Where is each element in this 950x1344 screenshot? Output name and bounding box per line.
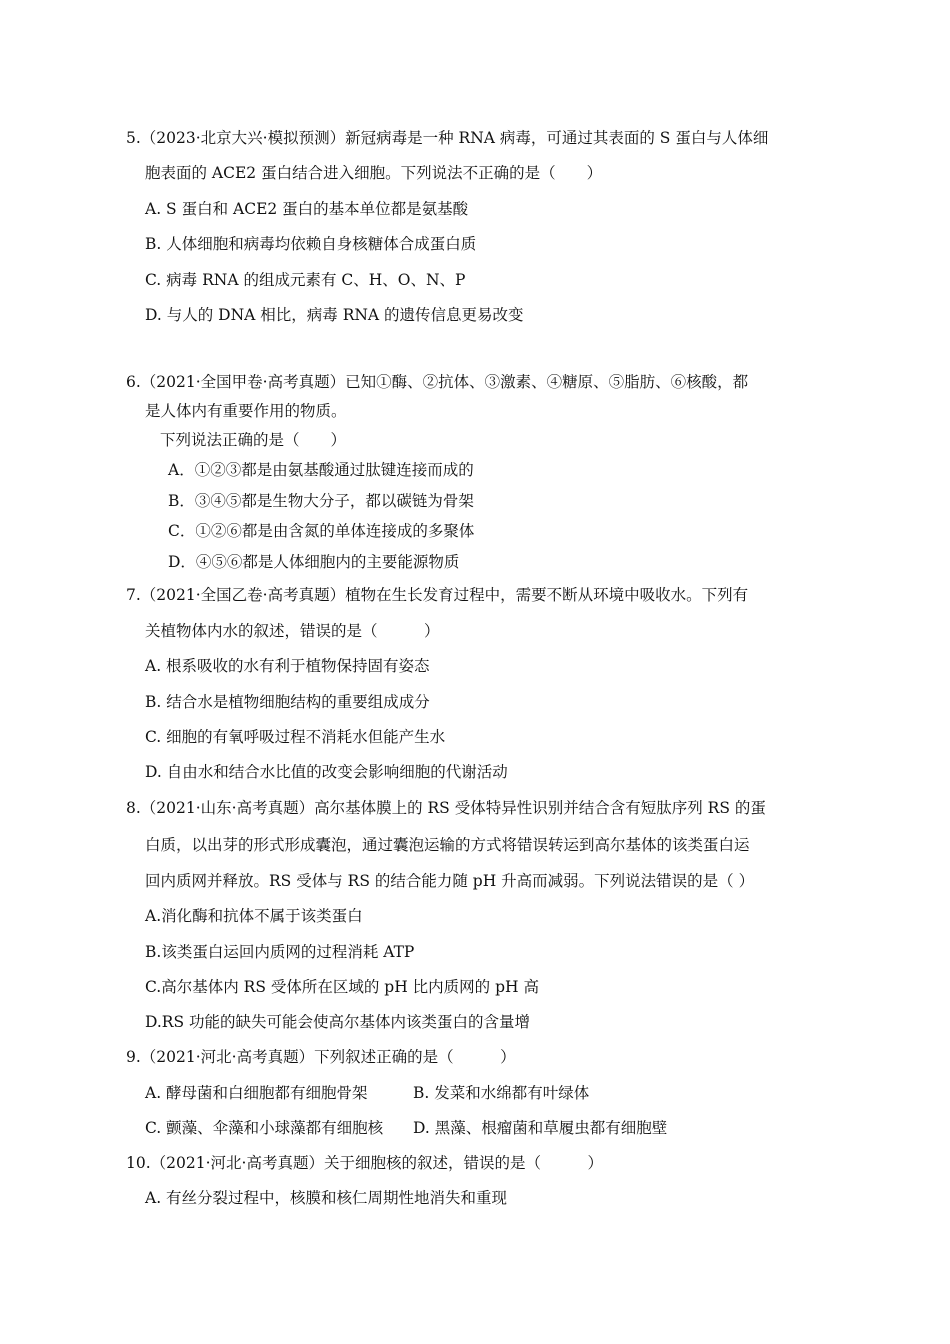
question-10-option-a: A. 有丝分裂过程中，核膜和核仁周期性地消失和重现 [145,1189,508,1207]
question-5-stem-line-2: 胞表面的 ACE2 蛋白结合进入细胞。下列说法不正确的是（ ） [145,164,603,182]
question-9-stem-line-1: 9.（2021·河北·高考真题）下列叙述正确的是（ ） [126,1048,516,1066]
question-5-option-c: C. 病毒 RNA 的组成元素有 C、H、O、N、P [145,271,466,289]
question-7-option-a: A. 根系吸收的水有利于植物保持固有姿态 [145,657,430,675]
question-7-stem-line-1: 7.（2021·全国乙卷·高考真题）植物在生长发育过程中，需要不断从环境中吸收水。下列有 [126,586,749,604]
question-8-stem-line-3: 回内质网并释放。RS 受体与 RS 的结合能力随 pH 升高而减弱。下列说法错误的是（ ） [145,872,755,890]
question-7-option-d: D. 自由水和结合水比值的改变会影响细胞的代谢活动 [145,763,508,781]
question-8-option-d: D.RS 功能的缺失可能会使高尔基体内该类蛋白的含量增 [145,1013,531,1031]
question-8-stem-line-2: 白质，以出芽的形式形成囊泡，通过囊泡运输的方式将错误转运到高尔基体的该类蛋白运 [145,836,750,854]
question-9-option-d: D. 黑藻、根瘤菌和草履虫都有细胞壁 [413,1119,668,1137]
question-9-option-c: C. 颤藻、伞藻和小球藻都有细胞核 [145,1119,384,1137]
question-8-stem-line-1: 8.（2021·山东·高考真题）高尔基体膜上的 RS 受体特异性识别并结合含有短肽序列 RS 的蛋 [126,799,766,817]
question-5-option-d: D. 与人的 DNA 相比，病毒 RNA 的遗传信息更易改变 [145,306,524,324]
question-6-stem-line-2: 是人体内有重要作用的物质。 [145,402,347,420]
question-7-option-b: B. 结合水是植物细胞结构的重要组成成分 [145,693,430,711]
question-6-stem-line-1: 6.（2021·全国甲卷·高考真题）已知①酶、②抗体、③激素、④糖原、⑤脂肪、⑥核酸，都 [126,373,749,391]
question-6-option-c: C．①②⑥都是由含氮的单体连接成的多聚体 [168,522,475,540]
question-8-option-a: A.消化酶和抗体不属于该类蛋白 [145,907,363,925]
question-5-option-a: A. S 蛋白和 ACE2 蛋白的基本单位都是氨基酸 [145,200,469,218]
question-9-option-b: B. 发菜和水绵都有叶绿体 [413,1084,590,1102]
question-6-stem-line-3: 下列说法正确的是（ ） [160,431,347,449]
question-9-option-a: A. 酵母菌和白细胞都有细胞骨架 [145,1084,368,1102]
question-6-option-a: A．①②③都是由氨基酸通过肽键连接而成的 [168,461,474,479]
question-5-option-b: B. 人体细胞和病毒均依赖自身核糖体合成蛋白质 [145,235,477,253]
question-6-option-d: D．④⑤⑥都是人体细胞内的主要能源物质 [168,553,460,571]
question-7-option-c: C. 细胞的有氧呼吸过程不消耗水但能产生水 [145,728,446,746]
question-7-stem-line-2: 关植物体内水的叙述，错误的是（ ） [145,622,440,640]
question-8-option-b: B.该类蛋白运回内质网的过程消耗 ATP [145,943,415,961]
question-6-option-b: B．③④⑤都是生物大分子，都以碳链为骨架 [168,492,474,510]
question-10-stem-line-1: 10.（2021·河北·高考真题）关于细胞核的叙述，错误的是（ ） [126,1154,603,1172]
question-5-stem-line-1: 5.（2023·北京大兴·模拟预测）新冠病毒是一种 RNA 病毒，可通过其表面的 S 蛋白与人体细 [126,129,769,147]
question-8-option-c: C.高尔基体内 RS 受体所在区域的 pH 比内质网的 pH 高 [145,978,539,996]
